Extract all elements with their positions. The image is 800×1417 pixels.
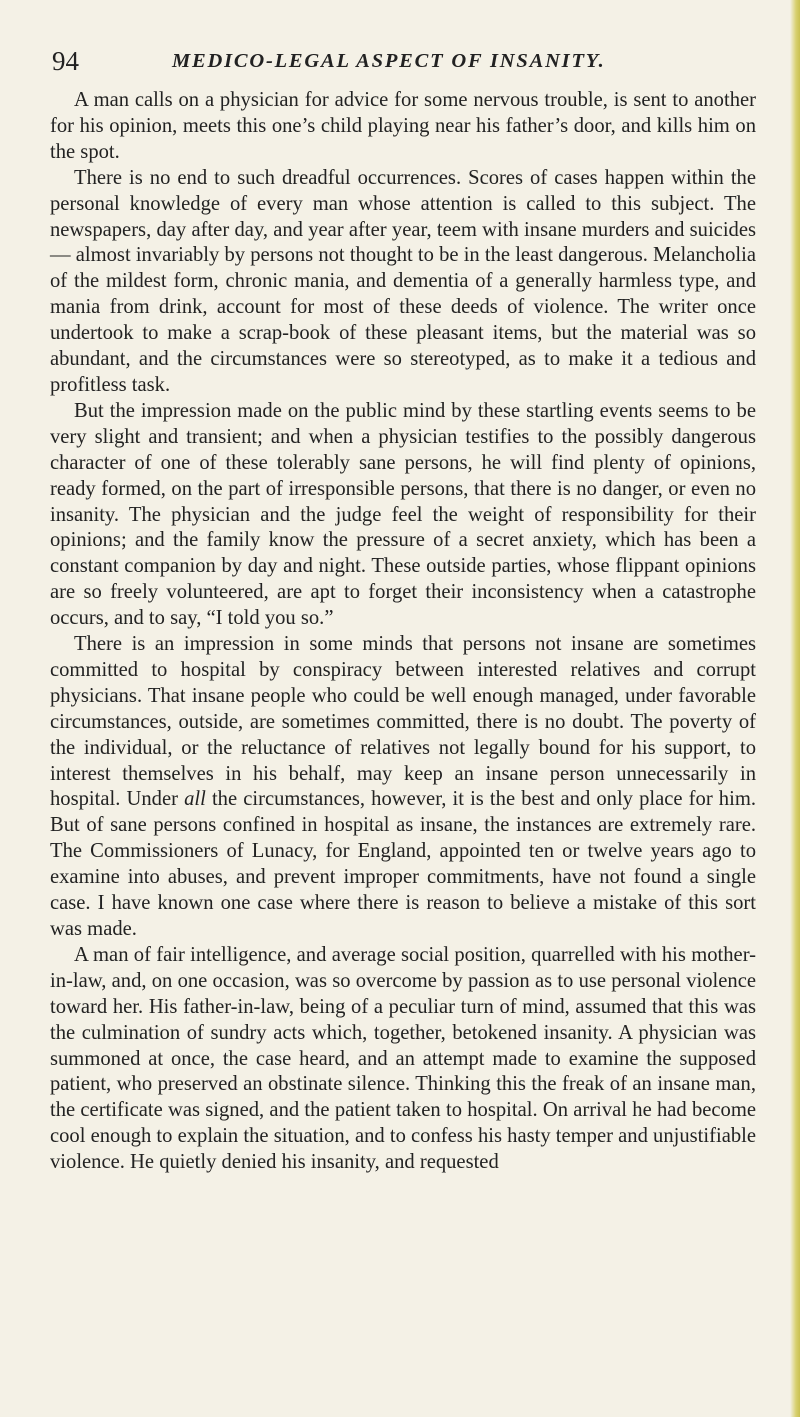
paragraph-3: But the impression made on the public mind by these startling events seems to be very slight and transient; and when a physician testifies to the possibly dangerous character of one of these tolerably sane persons, he will find plenty of opinions, ready formed, on the part of irresponsible persons, that there is no danger, or even no insanity. The physician and the judge feel the weight of responsibility for their opinions; and the family know the pressure of a secret anxiety, which has been a constant companion by day and night. These outside parties, whose flippant opinions are so freely volunteered, are apt to forget their inconsistency when a catastrophe occurs, and to say, “I told you so.” xyxy=(50,399,756,630)
running-title: MEDICO-LEGAL ASPECT OF INSANITY. xyxy=(172,50,606,72)
paragraph-4-post: the circumstances, however, it is the best and only place for him. But of sane persons confined in hospital as insane, the instances are extremely rare. The Commissioners of Lunacy, for England, appointed ten or twelve years ago to examine into abuses, and prevent improper commitments, have not found a single case. I have known one case where there is reason to believe a mistake of this sort was made. xyxy=(50,788,756,940)
book-page xyxy=(50,44,756,1176)
paragraph-1: A man calls on a physician for advice for some nervous trouble, is sent to another for his opinion, meets this one’s child playing near his father’s door, and kills him on the spot. xyxy=(50,89,756,163)
page-edge-stain xyxy=(790,0,800,1417)
paragraph-4-emphasis: all xyxy=(184,788,206,811)
paragraph-4-pre: There is an impression in some minds that persons not insane are sometimes committed to hospital by conspiracy between interested relatives and corrupt physicians. That insane people who could be well enough managed, under favorable circumstances, outside, are sometimes committed, there is no doubt. The poverty of the individual, or the reluctance of relatives not legally bound for his support, to interest themselves in his behalf, may keep an insane person unnecessarily in hospital. Under xyxy=(50,633,756,811)
paragraph-5: A man of fair intelligence, and average social position, quarrelled with his mother-in-law, and, on one occasion, was so overcome by passion as to use personal violence toward her. His father-in-law, being of a peculiar turn of mind, assumed that this was the culmination of sundry acts which, together, betokened insanity. A physician was summoned at once, the case heard, and an attempt made to examine the supposed patient, who preserved an obstinate silence. Thinking this the freak of an insane man, the certificate was signed, and the patient taken to hospital. On arrival he had become cool enough to explain the situation, and to confess his hasty temper and unjustifiable violence. He quietly denied his insanity, and requested xyxy=(50,943,756,1174)
body-text xyxy=(50,88,756,1176)
paragraph-4 xyxy=(50,632,756,943)
paragraph-2: There is no end to such dreadful occurrences. Scores of cases happen within the personal knowledge of every man whose attention is called to this subject. The newspapers, day after day, and year after year, teem with insane murders and suicides — almost invariably by persons not thought to be in the least dangerous. Melancholia of the mildest form, chronic mania, and dementia of a generally harmless type, and mania from drink, account for most of these deeds of violence. The writer once undertook to make a scrap-book of these pleasant items, but the material was so abundant, and the circumstances were so stereotyped, as to make it a tedious and profitless task. xyxy=(50,166,756,396)
page-number: 94 xyxy=(52,46,79,76)
page-header xyxy=(50,44,756,88)
